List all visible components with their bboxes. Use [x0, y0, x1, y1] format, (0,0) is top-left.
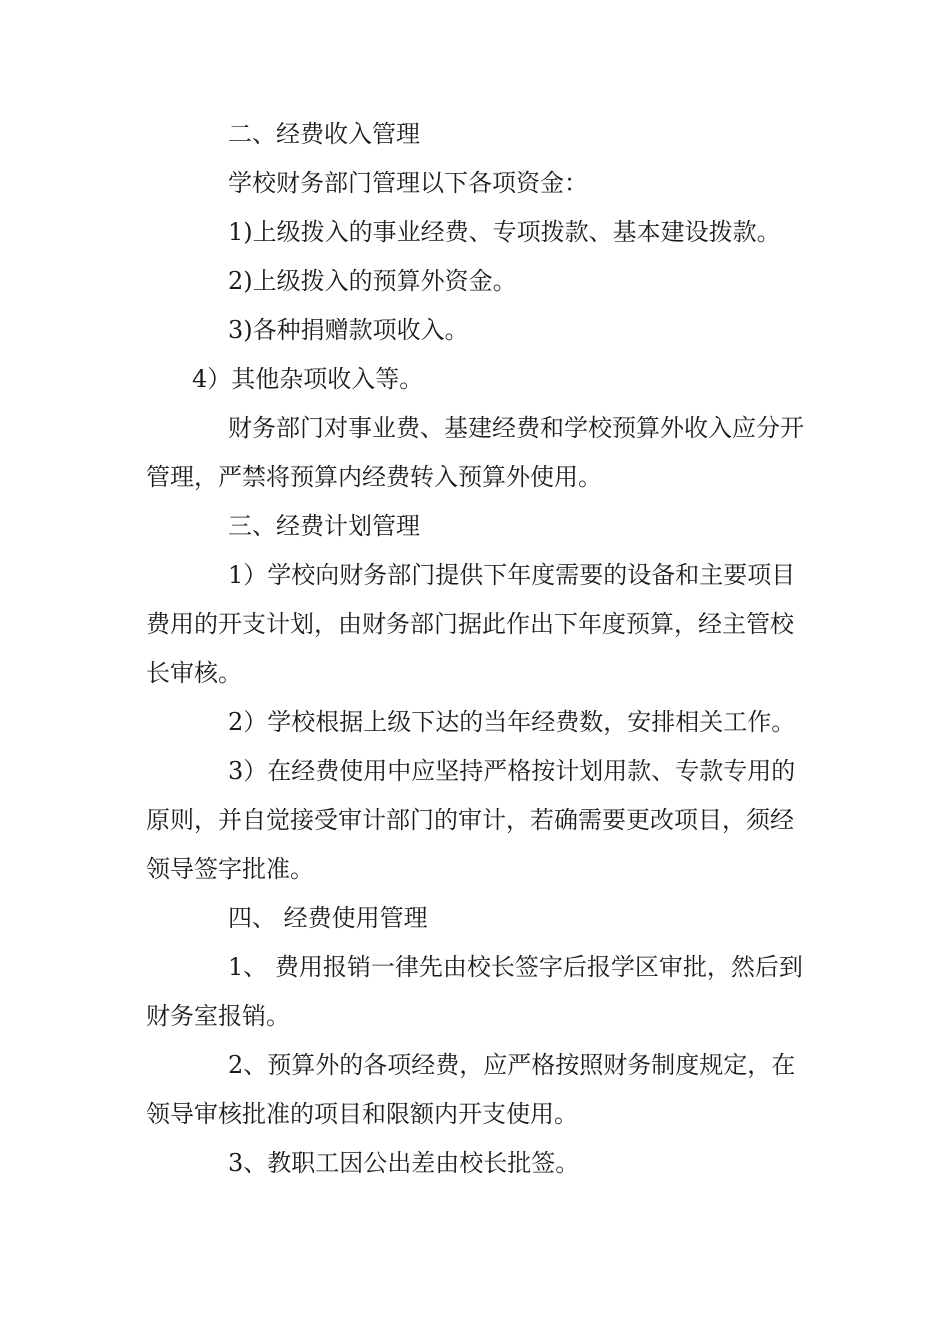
section-heading-usage: 四、 经费使用管理 [228, 904, 428, 932]
list-item-funds-2: 2)上级拨入的预算外资金。 [228, 267, 517, 295]
list-item-usage-3: 3、教职工因公出差由校长批签。 [228, 1149, 580, 1177]
list-item-funds-1: 1)上级拨入的事业经费、专项拨款、基本建设拨款。 [228, 218, 781, 246]
list-item-planning-2: 2）学校根据上级下达的当年经费数，安排相关工作。 [228, 708, 796, 736]
list-item-usage-2: 2、预算外的各项经费，应严格按照财务制度规定，在领导审核批准的项目和限额内开支使用。 [146, 1051, 796, 1128]
section-heading-income: 二、经费收入管理 [228, 120, 420, 148]
paragraph-separate-management: 财务部门对事业费、基建经费和学校预算外收入应分开管理，严禁将预算内经费转入预算外使用。 [146, 414, 804, 491]
list-item-funds-4: 4）其他杂项收入等。 [192, 365, 424, 393]
list-item-funds-3: 3)各种捐赠款项收入。 [228, 316, 469, 344]
section-heading-planning: 三、经费计划管理 [228, 512, 420, 540]
list-item-planning-1: 1）学校向财务部门提供下年度需要的设备和主要项目费用的开支计划，由财务部门据此作出下年度预算，经主管校长审核。 [146, 561, 796, 687]
paragraph-funds-intro: 学校财务部门管理以下各项资金： [228, 169, 588, 197]
document-body [146, 110, 806, 1188]
list-item-usage-1: 1、 费用报销一律先由校长签字后报学区审批，然后到财务室报销。 [146, 953, 803, 1030]
list-item-planning-3: 3）在经费使用中应坚持严格按计划用款、专款专用的原则，并自觉接受审计部门的审计，若确需要更改项目，须经领导签字批准。 [146, 757, 796, 883]
